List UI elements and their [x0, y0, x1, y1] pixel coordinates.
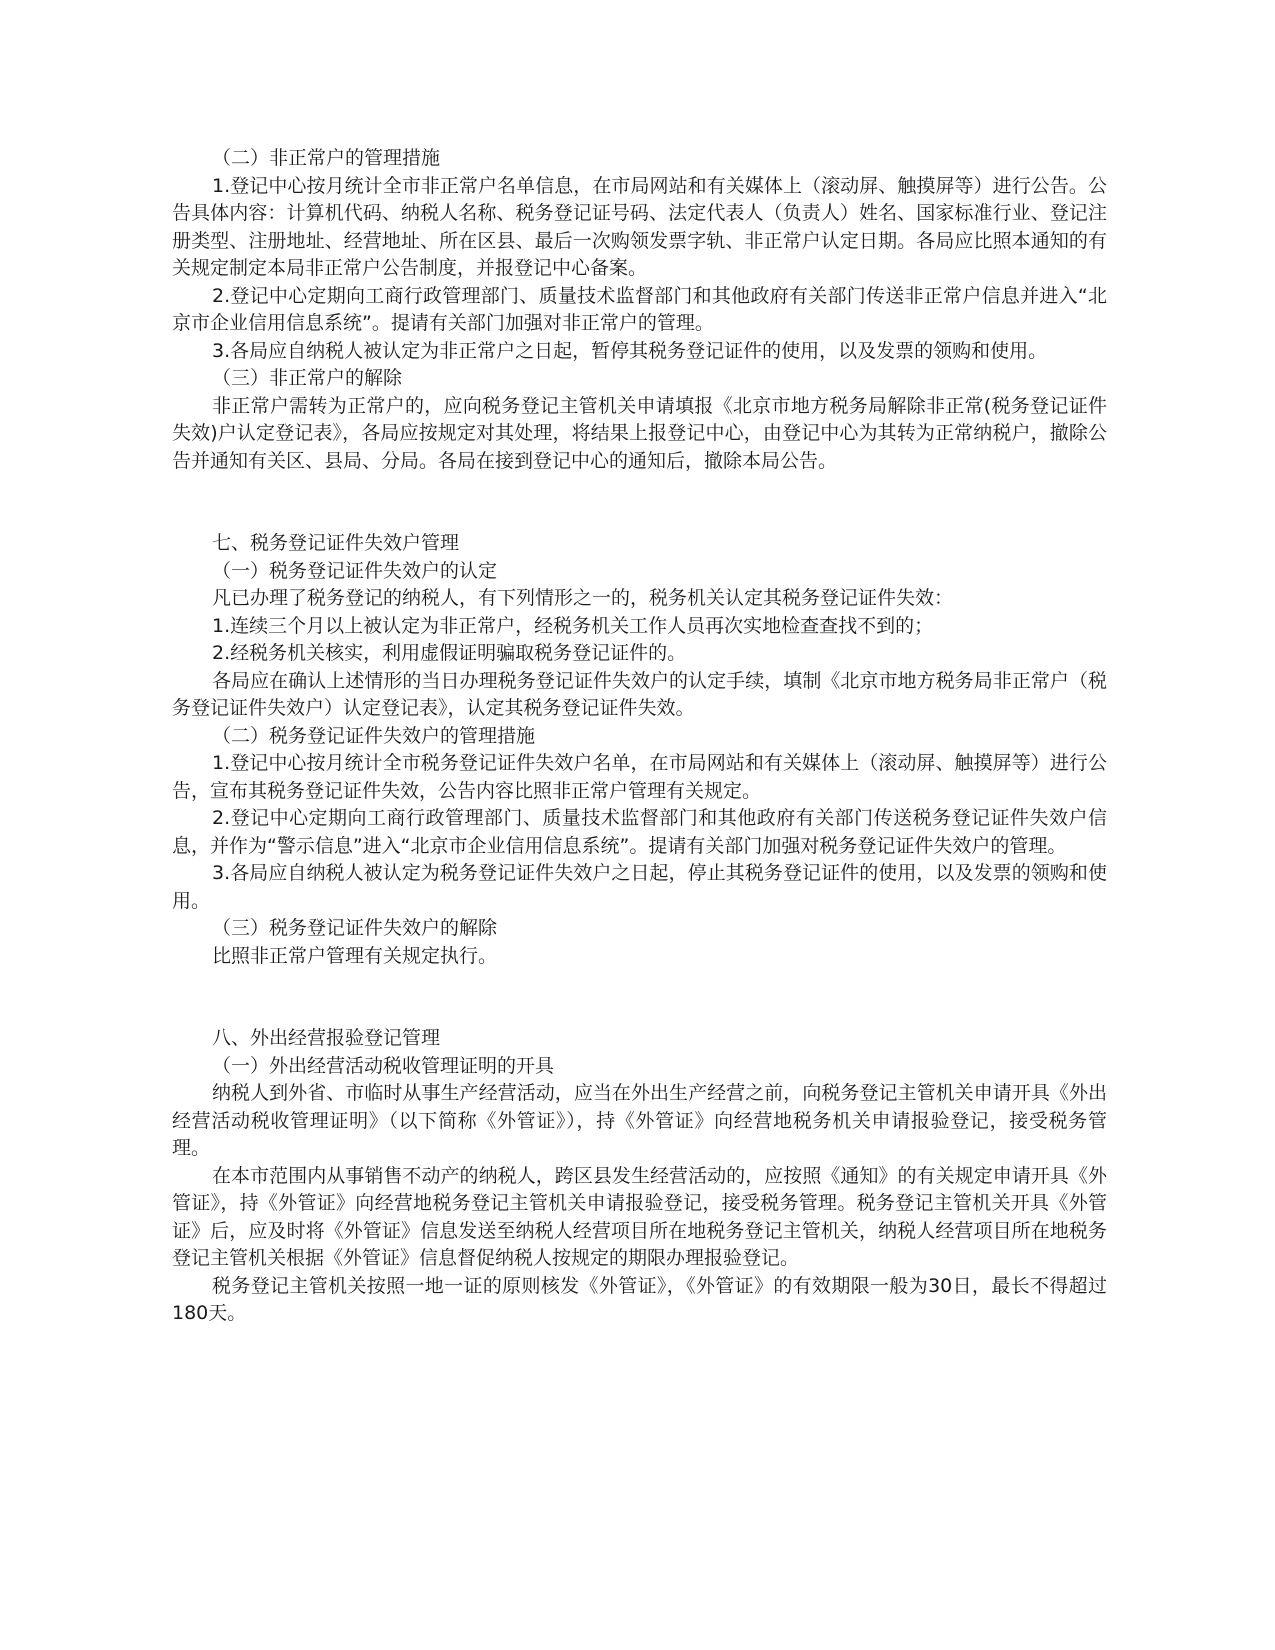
paragraph: 纳税人到外省、市临时从事生产经营活动，应当在外出生产经营之前，向税务登记主管机关申请开具《外出经营活动税收管理证明》（以下简称《外管证》），持《外管证》向经营地税务机关申请报验登记，接受税务管理。 [172, 1082, 1107, 1159]
subheading: （二）税务登记证件失效户的管理措施 [212, 724, 536, 747]
paragraph: 各局应在确认上述情形的当日办理税务登记证件失效户的认定手续，填制《北京市地方税务局非正常户（税务登记证件失效户）认定登记表》，认定其税务登记证件失效。 [172, 669, 1107, 719]
paragraph: 2.经税务机关核实，利用虚假证明骗取税务登记证件的。 [212, 642, 687, 664]
section-gap [172, 475, 1107, 530]
document-page [172, 145, 1107, 1328]
paragraph: 1.连续三个月以上被认定为非正常户，经税务机关工作人员再次实地检查查找不到的； [212, 614, 934, 637]
paragraph: 凡已办理了税务登记的纳税人，有下列情形之一的，税务机关认定其税务登记证件失效： [212, 587, 954, 609]
paragraph: 比照非正常户管理有关规定执行。 [212, 944, 498, 967]
paragraph: 2.登记中心定期向工商行政管理部门、质量技术监督部门和其他政府有关部门传送税务登记证件失效户信息，并作为“警示信息”进入“北京市企业信用信息系统”。提请有关部门加强对税务登记证件失效户的管理。 [172, 807, 1107, 857]
section-heading: 八、外出经营报验登记管理 [212, 1027, 441, 1049]
paragraph: 税务登记主管机关按照一地一证的原则核发《外管证》，《外管证》的有效期限一般为30日，最长不得超过180天。 [172, 1274, 1107, 1324]
paragraph: 2.登记中心定期向工商行政管理部门、质量技术监督部门和其他政府有关部门传送非正常户信息并进入“北京市企业信用信息系统”。提请有关部门加强对非正常户的管理。 [172, 284, 1107, 334]
subheading: （三）税务登记证件失效户的解除 [212, 917, 498, 939]
paragraph: 1.登记中心按月统计全市税务登记证件失效户名单，在市局网站和有关媒体上（滚动屏、触摸屏等）进行公告，宣布其税务登记证件失效，公告内容比照非正常户管理有关规定。 [172, 752, 1107, 802]
paragraph: 3.各局应自纳税人被认定为非正常户之日起，暂停其税务登记证件的使用，以及发票的领购和使用。 [212, 339, 1048, 362]
paragraph: 3.各局应自纳税人被认定为税务登记证件失效户之日起，停止其税务登记证件的使用，以及发票的领购和使用。 [172, 862, 1107, 912]
paragraph: 非正常户需转为正常户的，应向税务登记主管机关申请填报《北京市地方税务局解除非正常(税务登记证件失效)户认定登记表》，各局应按规定对其处理，将结果上报登记中心，由登记中心为其转为正常纳税户，撤除公告并通知有关区、县局、分局。各局在接到登记中心的通知后，撤除本局公告。 [172, 394, 1107, 472]
section-heading: 七、税务登记证件失效户管理 [212, 532, 460, 554]
subheading: （三）非正常户的解除 [212, 367, 403, 389]
subheading: （一）外出经营活动税收管理证明的开具 [212, 1054, 555, 1077]
subheading: （二）非正常户的管理措施 [212, 147, 441, 169]
paragraph: 1.登记中心按月统计全市非正常户名单信息，在市局网站和有关媒体上（滚动屏、触摸屏等）进行公告。公告具体内容：计算机代码、纳税人名称、税务登记证号码、法定代表人（负责人）姓名、国家标准行业、登记注册类型、注册地址、经营地址、所在区县、最后一次购领发票字轨、非正常户认定日期。各局应比照本通知的有关规定制定本局非正常户公告制度，并报登记中心备案。 [172, 174, 1107, 279]
paragraph: 在本市范围内从事销售不动产的纳税人，跨区县发生经营活动的，应按照《通知》的有关规定申请开具《外管证》，持《外管证》向经营地税务登记主管机关申请报验登记，接受税务管理。税务登记主管机关开具《外管证》后，应及时将《外管证》信息发送至纳税人经营项目所在地税务登记主管机关，纳税人经营项目所在地税务登记主管机关根据《外管证》信息督促纳税人按规定的期限办理报验登记。 [172, 1164, 1107, 1269]
section-gap [172, 970, 1107, 1025]
subheading: （一）税务登记证件失效户的认定 [212, 559, 498, 582]
